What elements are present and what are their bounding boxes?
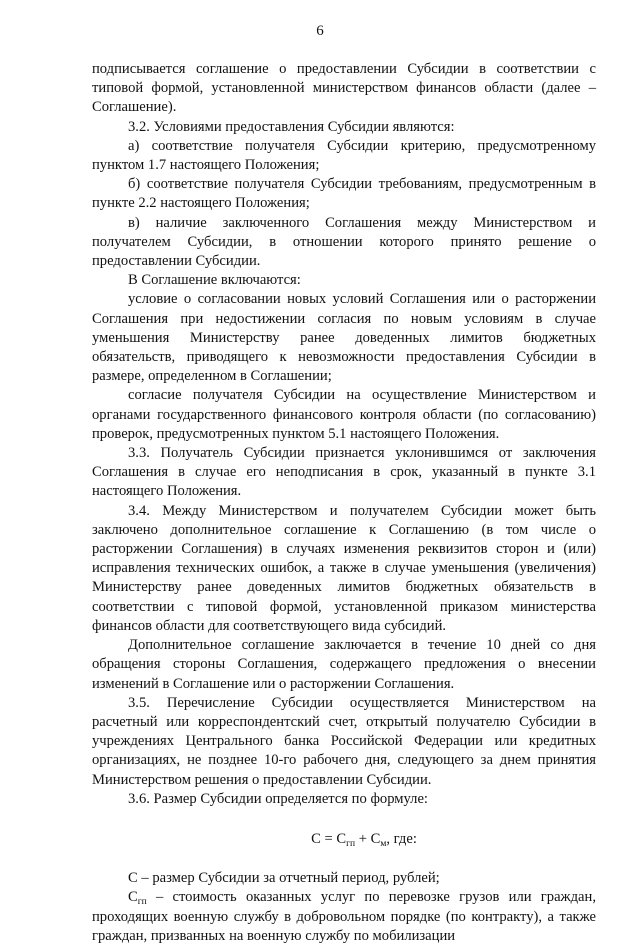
definition-c: С – размер Субсидии за отчетный период, рублей; <box>128 870 440 887</box>
document-body <box>92 60 596 946</box>
formula-sub-gp: гп <box>346 838 356 849</box>
formula-sub-m: м <box>380 838 387 849</box>
paragraph: 3.4. Между Министерством и получателем Субсидии может быть заключено дополнительное соглашение к Соглашению (в том числе о расторжении Соглашения) в случаях изменения реквизитов сторон и (или) исправления технических ошибок, а также в случае уменьшения (увеличения) Министерству ранее доведенных лимитов бюджетных обязательств в соответствии с типовой формой, установленной приказом министерства финансов области для соответствующего вида субсидий. <box>92 502 596 634</box>
paragraph: 3.2. Условиями предоставления Субсидии являются: <box>128 118 455 135</box>
definition-cgp <box>92 888 596 946</box>
paragraph: 3.5. Перечисление Субсидии осуществляется Министерством на расчетный или корреспондентский счет, открытый получателю Субсидии в учреждениях Центрального банка Российской Федерации или кредитных организациях, не позднее 10-го рабочего дня, следующего за днем принятия Министерством решения о предоставлении Субсидии. <box>92 694 596 788</box>
formula-tail: , где: <box>386 830 417 847</box>
definition-cgp-text: – стоимость оказанных услуг по перевозке грузов или граждан, проходящих военную службу в добровольном порядке (по контракту), а также граждан, призванных на военную службу по мобилизации <box>92 889 596 944</box>
definition-cgp-symbol: С <box>128 889 138 906</box>
formula <box>92 830 596 849</box>
paragraph: В Соглашение включаются: <box>128 272 301 289</box>
formula-lhs: С = С <box>311 830 347 847</box>
formula-plus: + С <box>355 830 381 847</box>
paragraph: 3.6. Размер Субсидии определяется по формуле: <box>128 790 428 807</box>
paragraph: в) наличие заключенного Соглашения между Министерством и получателем Субсидии, в отношении которого принято решение о предоставлении Субсидии. <box>92 214 596 270</box>
page-number: 6 <box>316 23 324 39</box>
paragraph: подписывается соглашение о предоставлении Субсидии в соответствии с типовой формой, установленной министерством финансов области (далее – Соглашение). <box>92 61 596 116</box>
paragraph: б) соответствие получателя Субсидии требованиям, предусмотренным в пункте 2.2 настоящего Положения; <box>92 176 596 212</box>
paragraph: Дополнительное соглашение заключается в течение 10 дней со дня обращения стороны Соглашения, содержащего предложения о внесении изменений в Соглашение или о расторжении Соглашения. <box>92 637 596 692</box>
paragraph: согласие получателя Субсидии на осуществление Министерством и органами государственного финансового контроля области (по согласованию) проверок, предусмотренных пунктом 5.1 настоящего Положения. <box>92 387 596 442</box>
paragraph: а) соответствие получателя Субсидии критерию, предусмотренному пунктом 1.7 настоящего Положения; <box>92 137 596 174</box>
definition-cgp-sub: гп <box>137 897 147 908</box>
paragraph: 3.3. Получатель Субсидии признается уклонившимся от заключения Соглашения в случае его неподписания в срок, указанный в пункте 3.1 настоящего Положения. <box>92 445 596 500</box>
paragraph: условие о согласовании новых условий Соглашения или о расторжении Соглашения при недостижении согласия по новым условиям в случае уменьшения Министерству ранее доведенных лимитов бюджетных обязательств, приводящего к невозможности предоставления Субсидии в размере, определенном в Соглашении; <box>92 291 596 385</box>
